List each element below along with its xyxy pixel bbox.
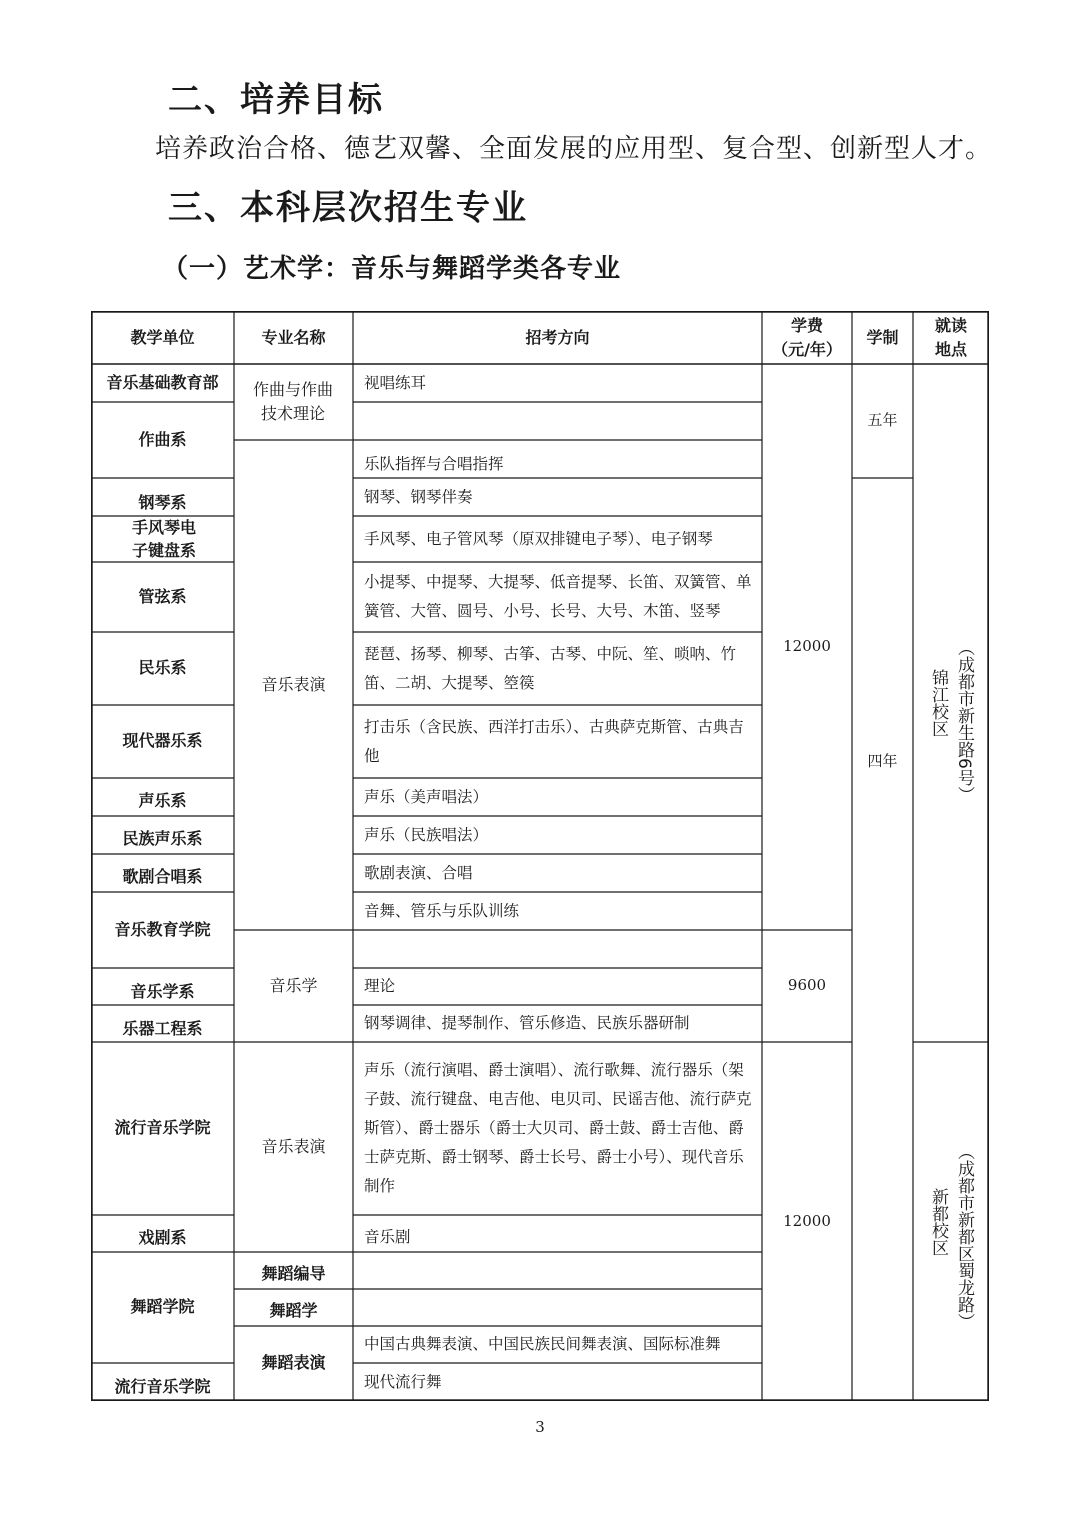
major-cell: 音乐学: [269, 975, 318, 995]
years-cell: 四年: [867, 752, 898, 771]
enrollment-table: [91, 311, 989, 1401]
location-address: （成都市新生路6号）: [954, 639, 974, 803]
direction-cell: 中国古典舞表演、中国民族民间舞表演、国际标准舞: [364, 1335, 721, 1353]
header-location: [913, 311, 989, 364]
goals-text: 培养政治合格、德艺双馨、全面发展的应用型、复合型、创新型人才。: [155, 134, 993, 164]
fee-cell: 12000: [783, 1211, 831, 1230]
direction-cell: 乐队指挥与合唱指挥: [364, 454, 504, 473]
unit-cell: 乐器工程系: [122, 1019, 203, 1039]
direction-cell: [353, 402, 762, 440]
location-cell-xindu: [913, 1042, 989, 1401]
location-address: （成都市新都区蜀龙路）: [954, 1143, 974, 1330]
major-cell: 作曲与作曲技术理论: [252, 380, 333, 423]
direction-cell: 钢琴调律、提琴制作、管乐修造、民族乐器研制: [364, 1014, 690, 1032]
section-heading-majors: 三、本科层次招生专业: [168, 188, 528, 228]
unit-cell: 流行音乐学院: [114, 1376, 211, 1396]
header-years: 学制: [866, 327, 899, 347]
direction-cell: 视唱练耳: [364, 373, 427, 392]
location-campus: 新都校区: [928, 1187, 948, 1256]
header-location-line2: 地点: [934, 339, 967, 359]
unit-cell: 管弦系: [138, 586, 187, 606]
unit-cell: 作曲系: [138, 429, 187, 449]
unit-cell: 民族声乐系: [122, 828, 203, 848]
unit-cell: 音乐基础教育部: [106, 372, 219, 392]
direction-cell: 歌剧表演、合唱: [364, 863, 473, 882]
major-cell: 舞蹈表演: [261, 1353, 326, 1373]
direction-cell: 现代流行舞: [364, 1372, 442, 1391]
unit-cell: 民乐系: [138, 658, 187, 678]
header-location-line1: 就读: [934, 315, 967, 335]
direction-cell: [353, 1252, 762, 1289]
unit-cell: 钢琴系: [138, 492, 187, 512]
direction-cell: 小提琴、中提琴、大提琴、低音提琴、长笛、双簧管、单簧管、大管、圆号、小号、长号、大号、木笛、竖琴: [364, 573, 752, 620]
direction-cell: 钢琴、钢琴伴奏: [364, 487, 473, 506]
header-fee-line1: 学费: [790, 315, 823, 335]
major-cell: 舞蹈学: [269, 1301, 318, 1321]
unit-cell: 流行音乐学院: [114, 1118, 211, 1138]
page-number: 3: [535, 1418, 545, 1436]
subsection-heading-music-dance: （一）艺术学：音乐与舞蹈学类各专业: [162, 254, 622, 284]
direction-cell: 声乐（流行演唱、爵士演唱）、流行歌舞、流行器乐（架子鼓、流行键盘、电吉他、电贝司、民谣吉他、流行萨克斯管）、爵士器乐（爵士大贝司、爵士鼓、爵士吉他、爵士萨克斯、爵士钢琴、爵士长号、爵士小号）、现代音乐制作: [364, 1061, 752, 1195]
location-campus: 锦江校区: [928, 669, 948, 737]
direction-cell: 琵琶、扬琴、柳琴、古筝、古琴、中阮、笙、唢呐、竹笛、二胡、大提琴、箜篌: [364, 644, 737, 692]
direction-cell: 音乐剧: [364, 1228, 411, 1246]
direction-cell: 手风琴、电子管风琴（原双排键电子琴）、电子钢琴: [364, 529, 713, 548]
header-fee-line2: （元/年）: [772, 339, 842, 359]
location-cell-jinjiang: [913, 364, 989, 1042]
fee-cell: 9600: [787, 976, 827, 995]
unit-cell: 音乐学系: [130, 982, 195, 1002]
direction-cell: 音舞、管乐与乐队训练: [364, 901, 520, 920]
header-direction: 招考方向: [525, 327, 590, 347]
direction-cell: 打击乐（含民族、西洋打击乐）、古典萨克斯管、古典吉他: [364, 717, 744, 765]
header-major: 专业名称: [261, 327, 326, 347]
section-heading-goals: 二、培养目标: [168, 80, 384, 120]
major-cell: 音乐表演: [261, 1136, 326, 1156]
unit-cell: 现代器乐系: [122, 731, 203, 751]
direction-cell: 声乐（民族唱法）: [364, 825, 489, 844]
unit-cell: 手风琴电子键盘系: [131, 518, 196, 560]
direction-cell: 理论: [364, 977, 396, 995]
unit-cell: 歌剧合唱系: [122, 866, 203, 886]
unit-cell: 音乐教育学院: [114, 919, 211, 939]
years-cell: 五年: [867, 411, 898, 430]
direction-cell: [353, 930, 762, 968]
fee-cell: 12000: [783, 637, 831, 656]
unit-cell: 舞蹈学院: [130, 1297, 195, 1317]
direction-cell: [353, 1289, 762, 1326]
unit-cell: 声乐系: [138, 790, 187, 810]
header-unit: 教学单位: [130, 327, 195, 347]
major-cell: 音乐表演: [261, 674, 326, 694]
major-cell: 舞蹈编导: [261, 1264, 326, 1284]
header-fee: [762, 311, 852, 364]
direction-cell: 声乐（美声唱法）: [364, 787, 489, 806]
unit-cell: 戏剧系: [138, 1228, 187, 1248]
